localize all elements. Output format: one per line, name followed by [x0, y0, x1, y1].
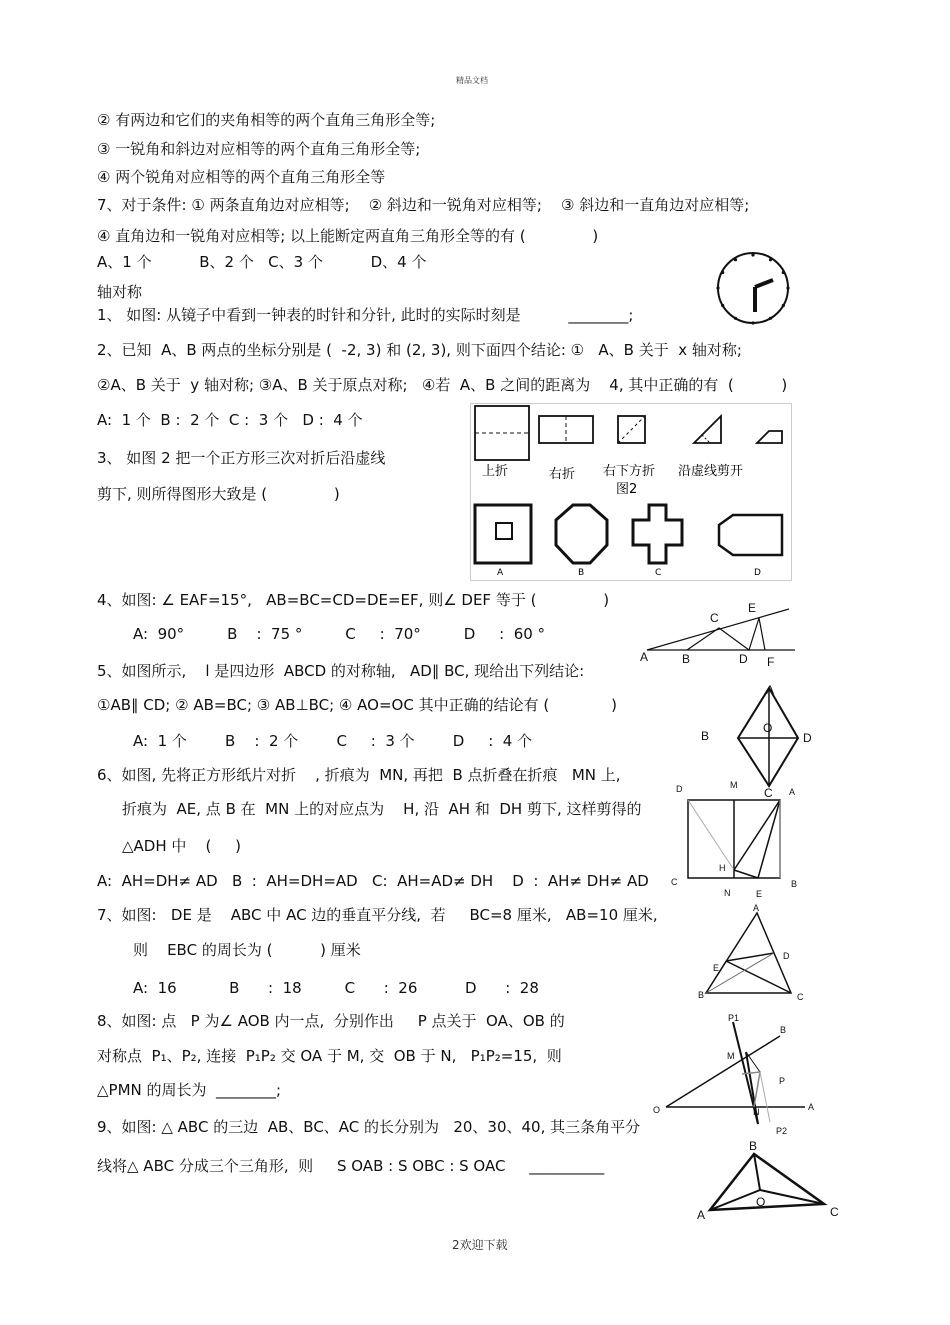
point-label: P1 [728, 1013, 740, 1023]
angle-bisector-triangle-figure [692, 1136, 847, 1226]
symmetric-points-figure [650, 1012, 825, 1140]
text-line: △PMN 的周长为 ________; [97, 1081, 282, 1099]
fold-step-label: 右下方折 [603, 464, 656, 479]
text-line: 1、 如图: 从镜子中看到一钟表的时针和分针, 此时的实际时刻是 ________; [97, 306, 634, 324]
point-label: B [698, 990, 705, 1000]
point-label: C [710, 611, 719, 625]
answer-choices: A: AH=DH≠ AD B : AH=DH=AD C: AH=AD≠ DH D : AH≠ DH≠ AD [97, 872, 649, 890]
text-line: ② 有两边和它们的夹角相等的两个直角三角形全等; [97, 111, 436, 129]
point-label: A [753, 903, 760, 913]
point-label: C [764, 786, 773, 798]
answer-choices: A: 16 B : 18 C : 26 D : 28 [133, 979, 539, 997]
point-label: M [730, 780, 738, 790]
text-line: 3、 如图 2 把一个正方形三次对折后沿虚线 [97, 449, 386, 467]
point-label: B [749, 1139, 758, 1153]
answer-choices: A、1 个 B、2 个 C、3 个 D、4 个 [97, 253, 427, 271]
text-line: 5、如图所示, l 是四边形 ABCD 的对称轴, AD∥ BC, 现给出下列结论: [97, 662, 585, 680]
point-label: B [780, 1025, 787, 1035]
option-label: A [497, 568, 504, 578]
point-label: A [697, 1208, 706, 1222]
point-label: D [676, 784, 683, 794]
square-fold-figure [668, 778, 808, 902]
point-label: A [640, 650, 649, 664]
text-line: 则 EBC 的周长为 ( ) 厘米 [133, 941, 361, 959]
point-label: B [791, 879, 798, 889]
text-line: 折痕为 AE, 点 B 在 MN 上的对应点为 H, 沿 AH 和 DH 剪下, 这样剪得的 [122, 800, 642, 818]
fold-cut-figure [470, 403, 792, 581]
point-label: B [701, 729, 710, 743]
answer-choices: A: 90° B : 75 ° C : 70° D : 60 ° [133, 625, 546, 643]
point-label: E [756, 889, 763, 899]
option-label: C [655, 568, 662, 578]
text-line: ①AB∥ CD; ② AB=BC; ③ AB⊥BC; ④ AO=OC 其中正确的结论有 ( ) [97, 696, 618, 714]
answer-choices: A: 1 个 B : 2 个 C : 3 个 D : 4 个 [97, 411, 363, 429]
point-label: A [789, 787, 796, 797]
page-header: 精品文档 [456, 76, 488, 85]
text-line: 对称点 P₁、P₂, 连接 P₁P₂ 交 OA 于 M, 交 OB 于 N, P₁P₂=15, 则 [97, 1047, 562, 1065]
angle-figure [637, 598, 797, 670]
text-line: 剪下, 则所得图形大致是 ( ) [97, 485, 340, 503]
point-label: H [719, 863, 726, 873]
point-label: B [682, 652, 691, 666]
text-line: △ADH 中 ( ) [122, 837, 242, 855]
text-line: ③ 一锐角和斜边对应相等的两个直角三角形全等; [97, 140, 421, 158]
point-label: O [763, 721, 773, 735]
page-footer-text: 2欢迎下载 [452, 1238, 508, 1252]
option-label: D [754, 568, 761, 578]
point-label: O [653, 1105, 661, 1115]
point-label: O [756, 1195, 766, 1209]
point-label: D [739, 652, 748, 666]
page-footer [452, 1236, 508, 1256]
point-label: P2 [776, 1126, 788, 1136]
text-line: ④ 直角边和一锐角对应相等; 以上能断定两直角三角形全等的有 ( ) [97, 227, 599, 245]
point-label: D [803, 731, 812, 745]
fold-caption: 图2 [616, 482, 638, 497]
text-line: 9、如图: △ ABC 的三边 AB、BC、AC 的长分别为 20、30、40, 其三条角平分 [97, 1118, 641, 1136]
text-line: 2、已知 A、B 两点的坐标分别是 ( -2, 3) 和 (2, 3), 则下面四个结论: ① A、B 关于 x 轴对称; [97, 341, 742, 359]
point-label: C [830, 1205, 839, 1219]
point-label: P [779, 1076, 786, 1086]
text-line: ④ 两个锐角对应相等的两个直角三角形全等 [97, 168, 386, 186]
text-line: ②A、B 关于 y 轴对称; ③A、B 关于原点对称; ④若 A、B 之间的距离为 4, 其中正确的有 ( ) [97, 376, 788, 394]
point-label: A [766, 683, 775, 697]
clock-figure [713, 250, 793, 326]
point-label: D [783, 951, 790, 961]
point-label: N [753, 1107, 760, 1117]
point-label: E [748, 601, 757, 615]
point-label: F [767, 655, 775, 669]
text-line: 8、如图: 点 P 为∠ AOB 内一点, 分别作出 P 点关于 OA、OB 的 [97, 1012, 565, 1030]
text-line: 6、如图, 先将正方形纸片对折 , 折痕为 MN, 再把 B 点折叠在折痕 MN 上, [97, 766, 621, 784]
point-label: C [797, 992, 804, 1002]
option-label: B [578, 568, 585, 578]
point-label: N [724, 888, 731, 898]
point-label: M [727, 1051, 735, 1061]
text-line: 7、对于条件: ① 两条直角边对应相等; ② 斜边和一锐角对应相等; ③ 斜边和一直角边对应相等; [97, 196, 750, 214]
fold-step-label: 沿虚线剪开 [678, 464, 744, 479]
point-label: E [713, 963, 720, 973]
text-line: 线将△ ABC 分成三个三角形, 则 S OAB : S OBC : S OAC __________ [97, 1157, 605, 1175]
fold-step-label: 上折 [482, 464, 509, 479]
answer-choices: A: 1 个 B : 2 个 C : 3 个 D : 4 个 [133, 732, 533, 750]
section-title: 轴对称 [97, 283, 143, 301]
triangle-bisector-figure [693, 903, 813, 1005]
text-line: 7、如图: DE 是 ABC 中 AC 边的垂直平分线, 若 BC=8 厘米, AB=10 厘米, [97, 906, 658, 924]
fold-step-label: 右折 [549, 467, 576, 482]
point-label: C [671, 877, 678, 887]
point-label: A [808, 1102, 815, 1112]
text-line: 4、如图: ∠ EAF=15°, AB=BC=CD=DE=EF, 则∠ DEF 等于 ( ) [97, 591, 610, 609]
